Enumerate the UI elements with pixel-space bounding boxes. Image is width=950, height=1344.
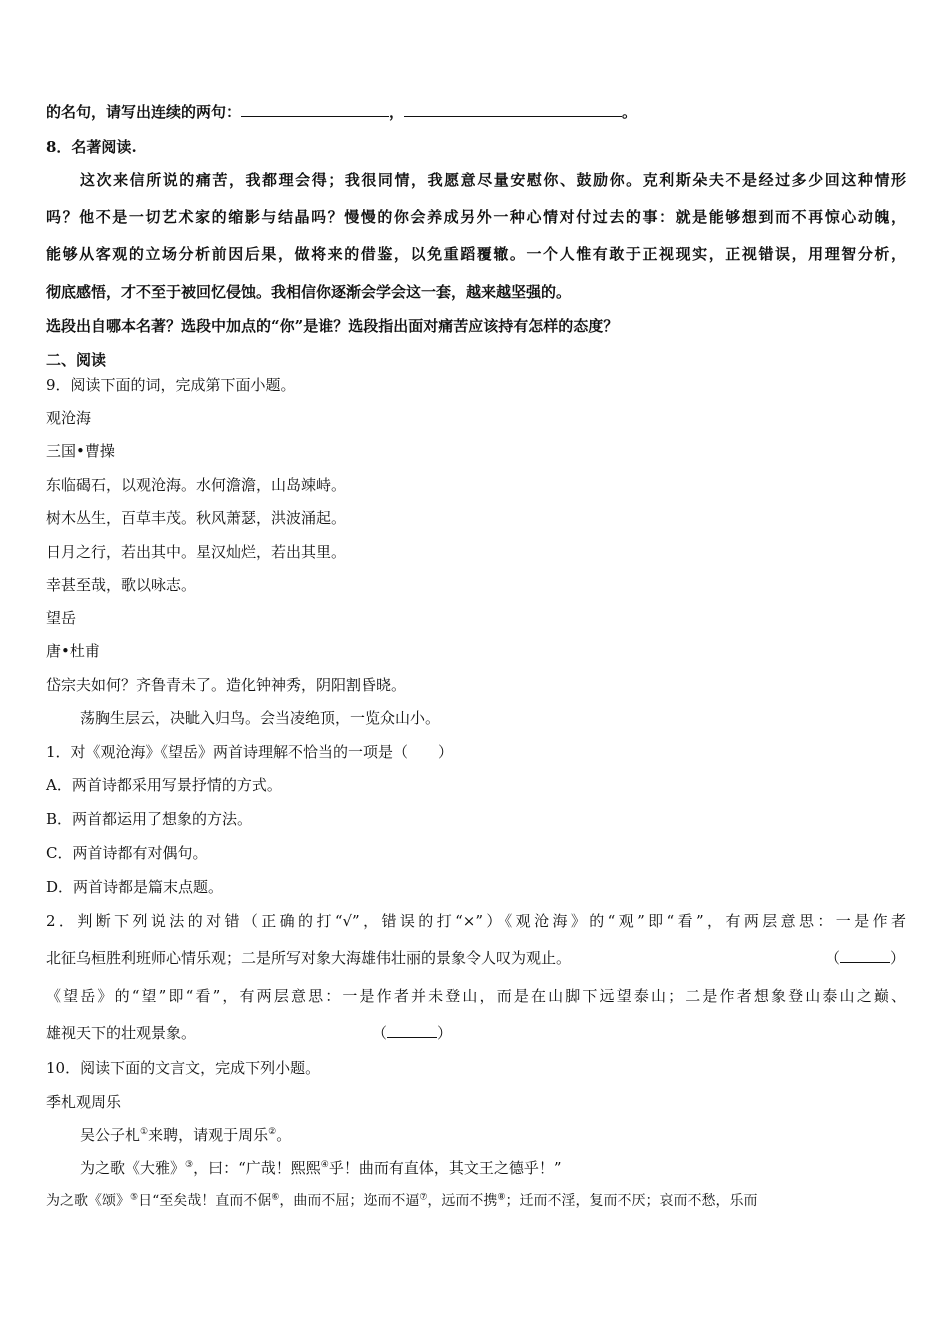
- q9-sub1-stem: 1．对《观沧海》《望岳》两首诗理解不恰当的一项是（ ）: [46, 743, 454, 761]
- q7-comma: ，: [389, 103, 405, 121]
- q8-passage-line-4: 彻底感悟，才不至于被回忆侵蚀。我相信你逐渐会学会这一套，越来越坚强的。: [46, 283, 572, 301]
- q10-paragraph-2: 为之歌《大雅》③，曰：“广哉！熙熙④乎！曲而有直体，其文王之德乎！”: [80, 1159, 562, 1177]
- q9-sub1-option-d[interactable]: D．两首诗都是篇末点题。: [46, 878, 224, 896]
- q9-sub2-answer-2[interactable]: [372, 1023, 452, 1043]
- answer-blank-3[interactable]: [840, 948, 890, 963]
- q9-sub1-option-c[interactable]: C．两首诗都有对偶句。: [46, 844, 208, 862]
- q9-sub2-line-2: 北征乌桓胜利班师心情乐观；二是所写对象大海雄伟壮丽的景象令人叹为观止。: [46, 949, 572, 967]
- poem1-line-3: 日月之行，若出其中。星汉灿烂，若出其里。: [46, 543, 347, 561]
- poem1-author: 三国•曹操: [46, 442, 115, 460]
- paren-open: （: [372, 1024, 388, 1042]
- footnote-6[interactable]: ⑥: [271, 1192, 280, 1203]
- poem2-line-1: 岱宗夫如何？齐鲁青未了。造化钟神秀，阴阳割昏晓。: [46, 676, 407, 694]
- q10-paragraph-1: 吴公子札①来聘，请观于周乐②。: [80, 1126, 292, 1144]
- footnote-8[interactable]: ⑧: [497, 1192, 506, 1203]
- section-2-title: 二、阅读: [46, 351, 107, 369]
- q8-passage-line-2: 吗？他不是一切艺术家的缩影与结晶吗？慢慢的你会养成另外一种心情对付过去的事：就是能够想到而不再惊心动魄，: [46, 208, 906, 226]
- poem1-title: 观沧海: [46, 409, 92, 427]
- poem1-line-4: 幸甚至哉，歌以咏志。: [46, 576, 197, 594]
- q8-passage-line-3: 能够从客观的立场分析前因后果，做将来的借鉴，以免重蹈覆辙。一个人惟有敢于正视现实，正视错误，用理智分析，: [46, 245, 906, 263]
- answer-blank-4[interactable]: [387, 1023, 437, 1038]
- answer-blank-2[interactable]: [404, 102, 622, 117]
- paren-open: （: [825, 949, 841, 967]
- q9-sub2-line-4: 雄视天下的壮观景象。: [46, 1024, 197, 1042]
- footnote-4[interactable]: ④: [320, 1160, 329, 1170]
- footnote-3[interactable]: ③: [185, 1160, 194, 1170]
- q10-title: 季札观周乐: [46, 1093, 122, 1111]
- q8-passage-line-1: 这次来信所说的痛苦，我都理会得；我很同情，我愿意尽量安慰你、鼓励你。克利斯朵夫不是经过多少回这种情形: [80, 171, 906, 189]
- q9-intro: 9．阅读下面的词，完成第下面小题。: [46, 376, 296, 394]
- footnote-5[interactable]: ⑤: [130, 1192, 139, 1203]
- footnote-1[interactable]: ①: [140, 1127, 149, 1137]
- q7-prompt: 的名句，请写出连续的两句：: [46, 103, 242, 121]
- q9-sub2-line-3: 《望岳》的“望”即“看”，有两层意思：一是作者并未登山，而是在山脚下远望泰山；二是作者想象登山泰山之巅、: [46, 987, 906, 1005]
- answer-blank-1[interactable]: [241, 102, 389, 117]
- q7-end: 。: [622, 103, 638, 121]
- q9-sub1-option-a[interactable]: A．两首诗都采用写景抒情的方式。: [46, 776, 282, 794]
- poem1-line-2: 树木丛生，百草丰茂。秋风萧瑟，洪波涌起。: [46, 509, 347, 527]
- q9-sub2-answer-1[interactable]: [825, 948, 905, 968]
- paren-close: ）: [437, 1024, 453, 1042]
- q8-question: 选段出自哪本名著？选段中加点的“你”是谁？选段指出面对痛苦应该持有怎样的态度？: [46, 317, 619, 335]
- q9-sub2-line-1: 2．判断下列说法的对错（正确的打“√”，错误的打“×”）《观沧海》的“观”即“看”，有两层意思：一是作者: [46, 912, 906, 930]
- footnote-2[interactable]: ②: [268, 1127, 277, 1137]
- q7-answer-line: [46, 102, 637, 122]
- poem2-title: 望岳: [46, 609, 77, 627]
- q10-intro: 10．阅读下面的文言文，完成下列小题。: [46, 1059, 321, 1077]
- poem2-line-2: 荡胸生层云，决眦入归鸟。会当凌绝顶，一览众山小。: [80, 709, 441, 727]
- q8-title: 8．名著阅读.: [46, 138, 137, 156]
- q9-sub1-option-b[interactable]: B．两首都运用了想象的方法。: [46, 810, 253, 828]
- footnote-7[interactable]: ⑦: [419, 1192, 428, 1203]
- poem2-author: 唐•杜甫: [46, 642, 100, 660]
- q10-paragraph-3: 为之歌《颂》⑤日“至矣哉！直而不倨⑥，曲而不屈；迩而不逼⑦，远而不携⑧；迁而不淫，复而不厌；哀而不愁，乐而: [46, 1192, 758, 1209]
- paren-close: ）: [890, 949, 906, 967]
- poem1-line-1: 东临碣石，以观沧海。水何澹澹，山岛竦峙。: [46, 476, 347, 494]
